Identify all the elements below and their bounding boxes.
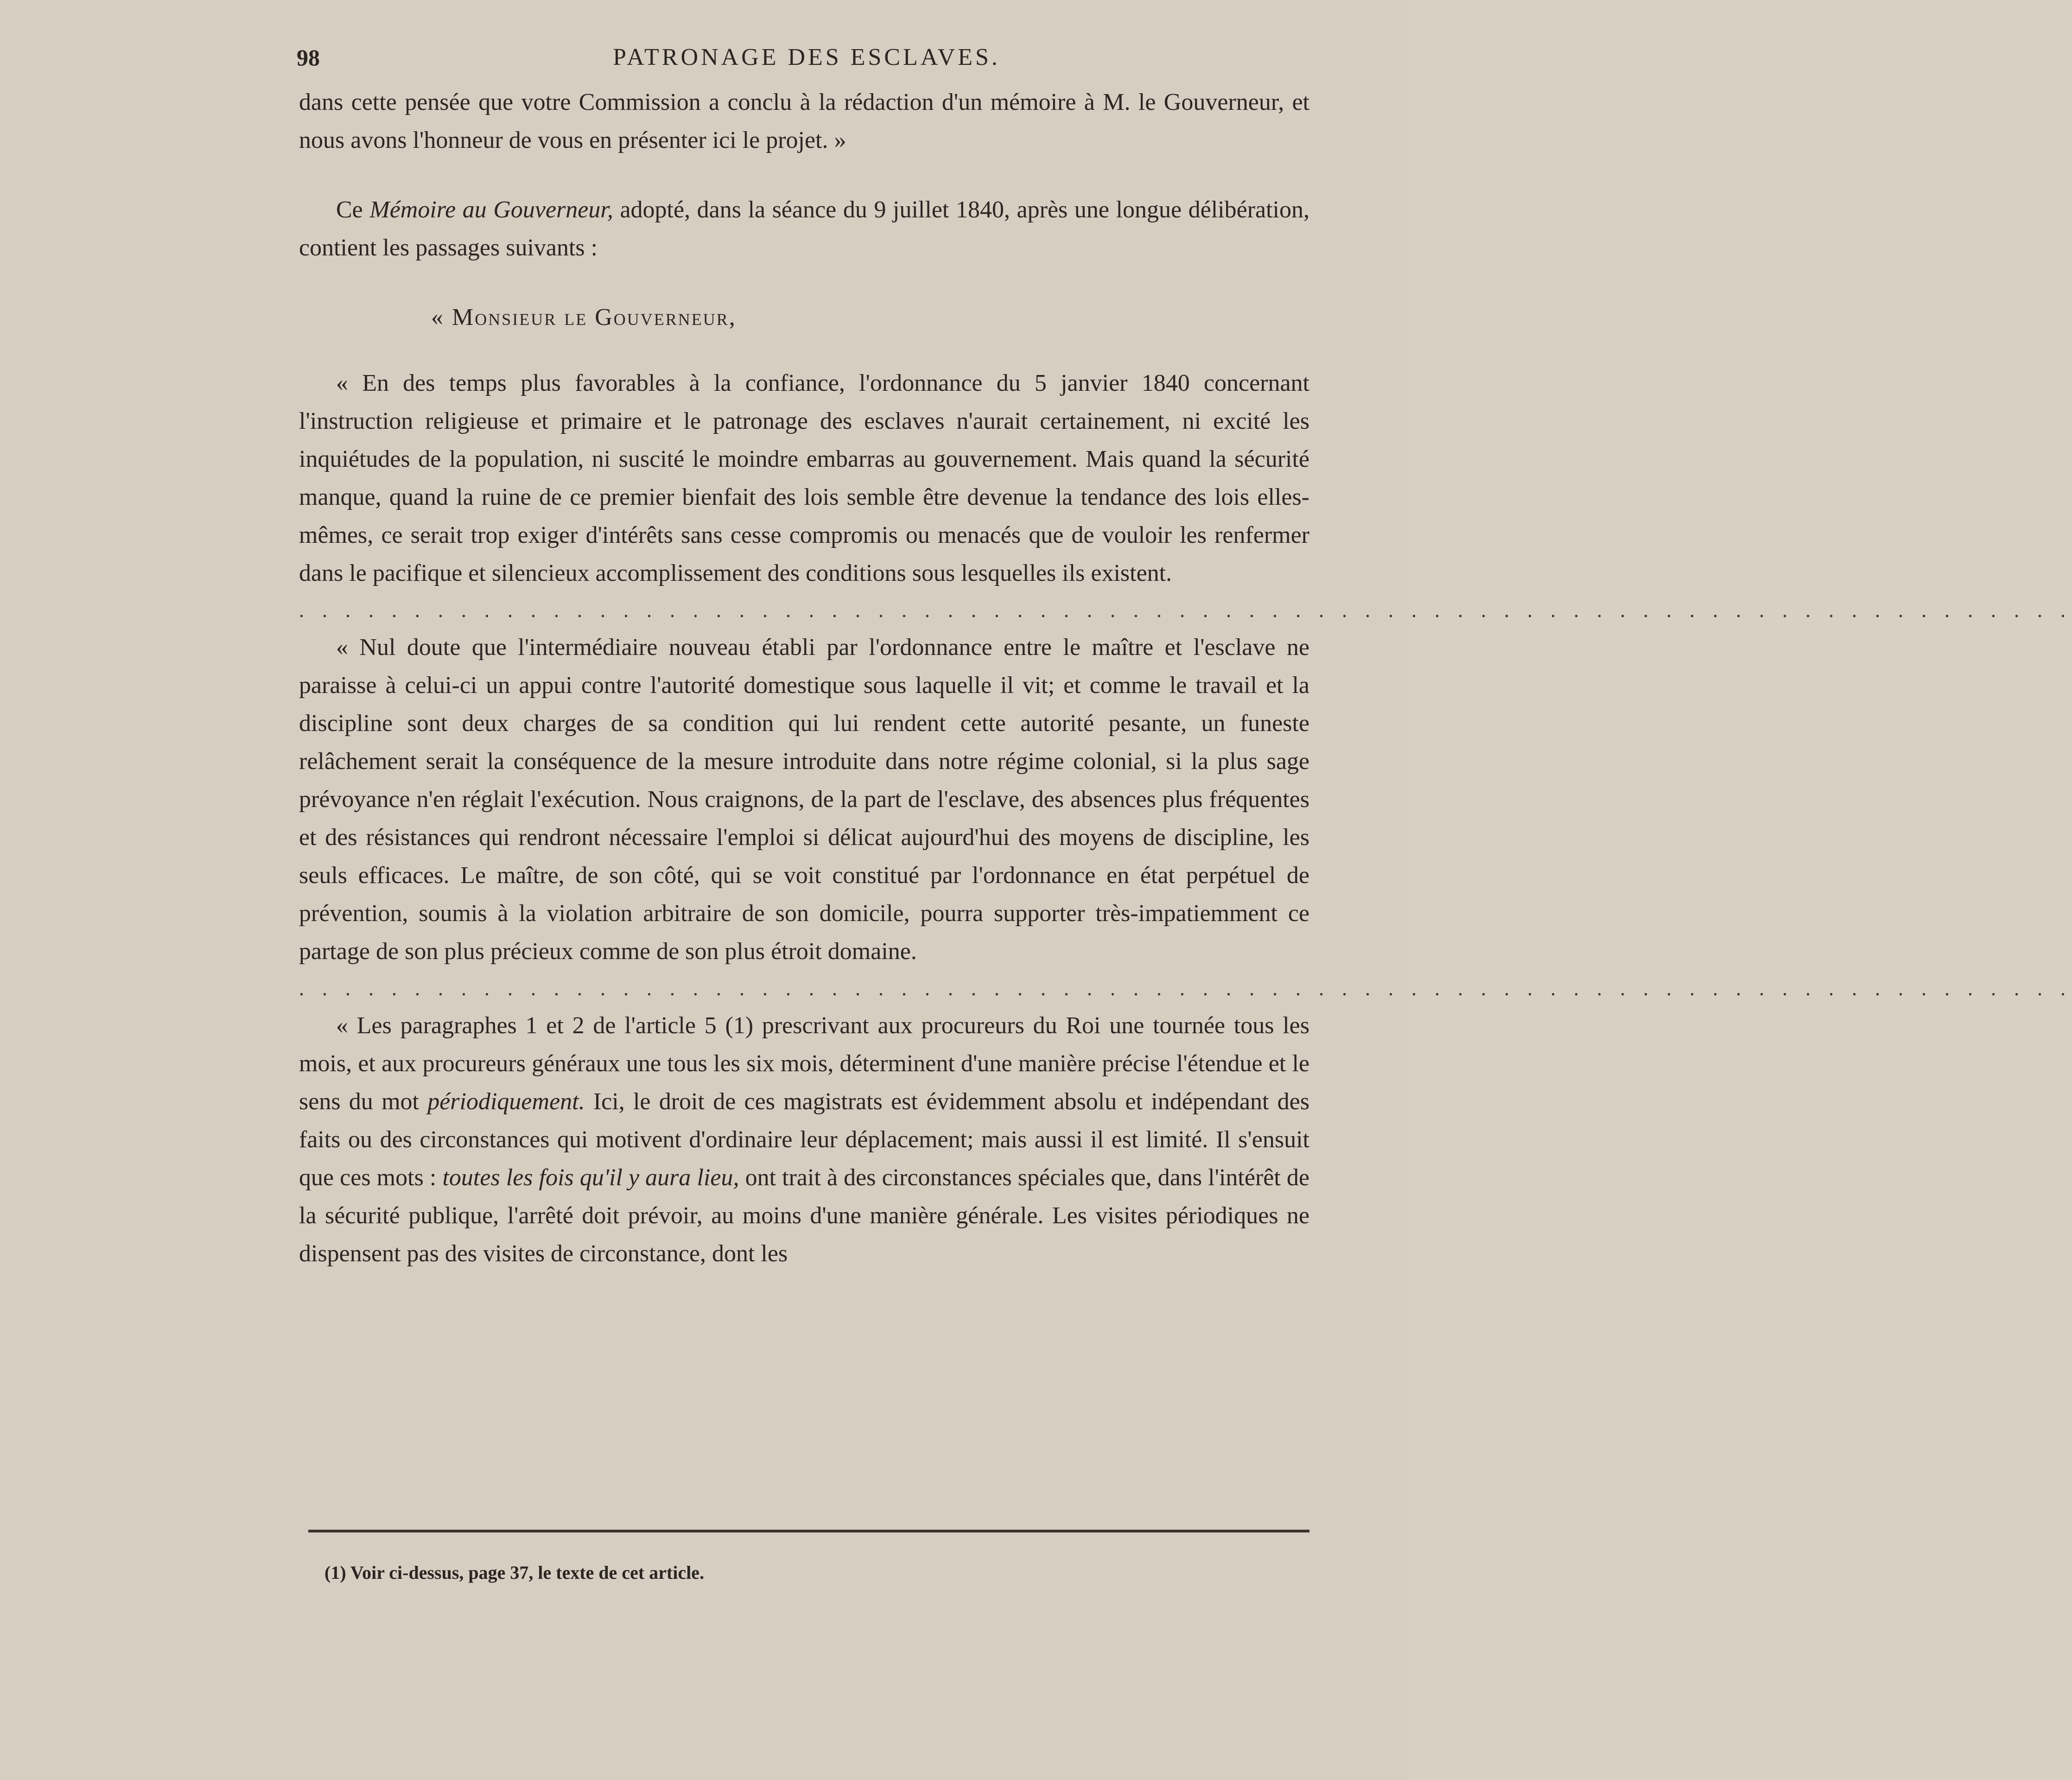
paragraph-memoire-intro-pre: Ce <box>336 197 370 223</box>
ellipsis-separator-2: . . . . . . . . . . . . . . . . . . . . . . . . . . . . . . . . . . . . . . . . . . . . . . . . . . . . . . . . . . . . . . . . . . . . . . . . . . . . . <box>299 977 2072 1000</box>
paragraph-les-paragraphes <box>299 1007 1309 1273</box>
paragraph-memoire-intro <box>299 191 1309 267</box>
paragraph-en-des-temps: « En des temps plus favorables à la confiance, l'ordonnance du 5 janvier 1840 concernant l'instruction religieuse et primaire et le patronage des esclaves n'aurait certainement, ni excité les inquiétudes de la population, ni suscité le moindre embarras au gouvernement. Mais quand la sécurité manque, quand la ruine de ce premier bienfait des lois semble être devenue la tendance des lois elles-mêmes, ce serait trop exiger d'intérêts sans cesse compromis ou menacés que de vouloir les renfermer dans le pacifique et silencieux accomplissement des conditions sous lesquelles ils existent. <box>299 370 1309 586</box>
footnote-rule <box>308 1530 1309 1532</box>
page-number: 98 <box>297 44 320 70</box>
page-header <box>297 39 1316 76</box>
paragraph-nul-doute: « Nul doute que l'intermédiaire nouveau établi par l'ordonnance entre le maître et l'esclave ne paraisse à celui-ci un appui contre l'autorité domestique sous laquelle il vit; et comme le travail et la discipline sont deux charges de sa condition qui lui rendent cette autorité pesante, un funeste relâchement serait la conséquence de la mesure introduite dans notre régime colonial, si la plus sage prévoyance n'en réglait l'exécution. Nous craignons, de la part de l'esclave, des absences plus fréquentes et des résistances qui rendront nécessaire l'emploi si délicat aujourd'hui des moyens de discipline, les seuls efficaces. Le maître, de son côté, qui se voit constitué par l'ordonnance en état perpétuel de prévention, soumis à la violation arbitraire de son domicile, pourra supporter très-impatiemment ce partage de son plus précieux comme de son plus étroit domaine. <box>299 634 1309 965</box>
salutation: « Monsieur le Gouverneur, <box>431 304 737 331</box>
memoire-title-italic: Mémoire au Gouverneur, <box>369 197 613 223</box>
paragraph-les-paragraphes-c: ont trait à des circonstances spéciales que, dans l'intérêt de la sécurité publique, l'arrêté doit prévoir, au moins d'une manière générale. Les visites périodiques ne dispensent pas des visites de circonstance, dont les <box>299 1164 1309 1267</box>
footnote: (1) Voir ci-dessus, page 37, le texte de cet article. <box>324 1562 705 1583</box>
ellipsis-separator-1: . . . . . . . . . . . . . . . . . . . . . . . . . . . . . . . . . . . . . . . . . . . . . . . . . . . . . . . . . . . . . . . . . . . . . . . . . . . . . <box>299 599 2072 622</box>
paragraph-les-paragraphes-a: « Les paragraphes 1 et 2 de l'article 5 (1) prescrivant aux procureurs du Roi une tournée tous les mois, et aux procureurs généraux une tous les six mois, déterminent d'une manière précise l'étendue et le sens du mot <box>299 1012 1309 1115</box>
paragraph-continuation: dans cette pensée que votre Commission a conclu à la rédaction d'un mémoire à M. le Gouverneur, et nous avons l'honneur de vous en présenter ici le projet. » <box>299 89 1309 153</box>
italic-toutes-les-fois: toutes les fois qu'il y aura lieu, <box>442 1164 739 1191</box>
paragraph-memoire-intro-post: adopté, dans la séance du 9 juillet 1840, après une longue délibération, contient les passages suivants : <box>299 197 1309 261</box>
body-text <box>299 83 2072 1273</box>
italic-periodiquement: périodiquement. <box>427 1088 585 1115</box>
paragraph-les-paragraphes-b: Ici, le droit de ces magistrats est évidemment absolu et indépendant des faits ou des circonstances qui motivent d'ordinaire leur déplacement; mais aussi il est limité. Il s'ensuit que ces mots : <box>299 1088 1309 1191</box>
running-title: PATRONAGE DES ESCLAVES. <box>613 44 1000 70</box>
